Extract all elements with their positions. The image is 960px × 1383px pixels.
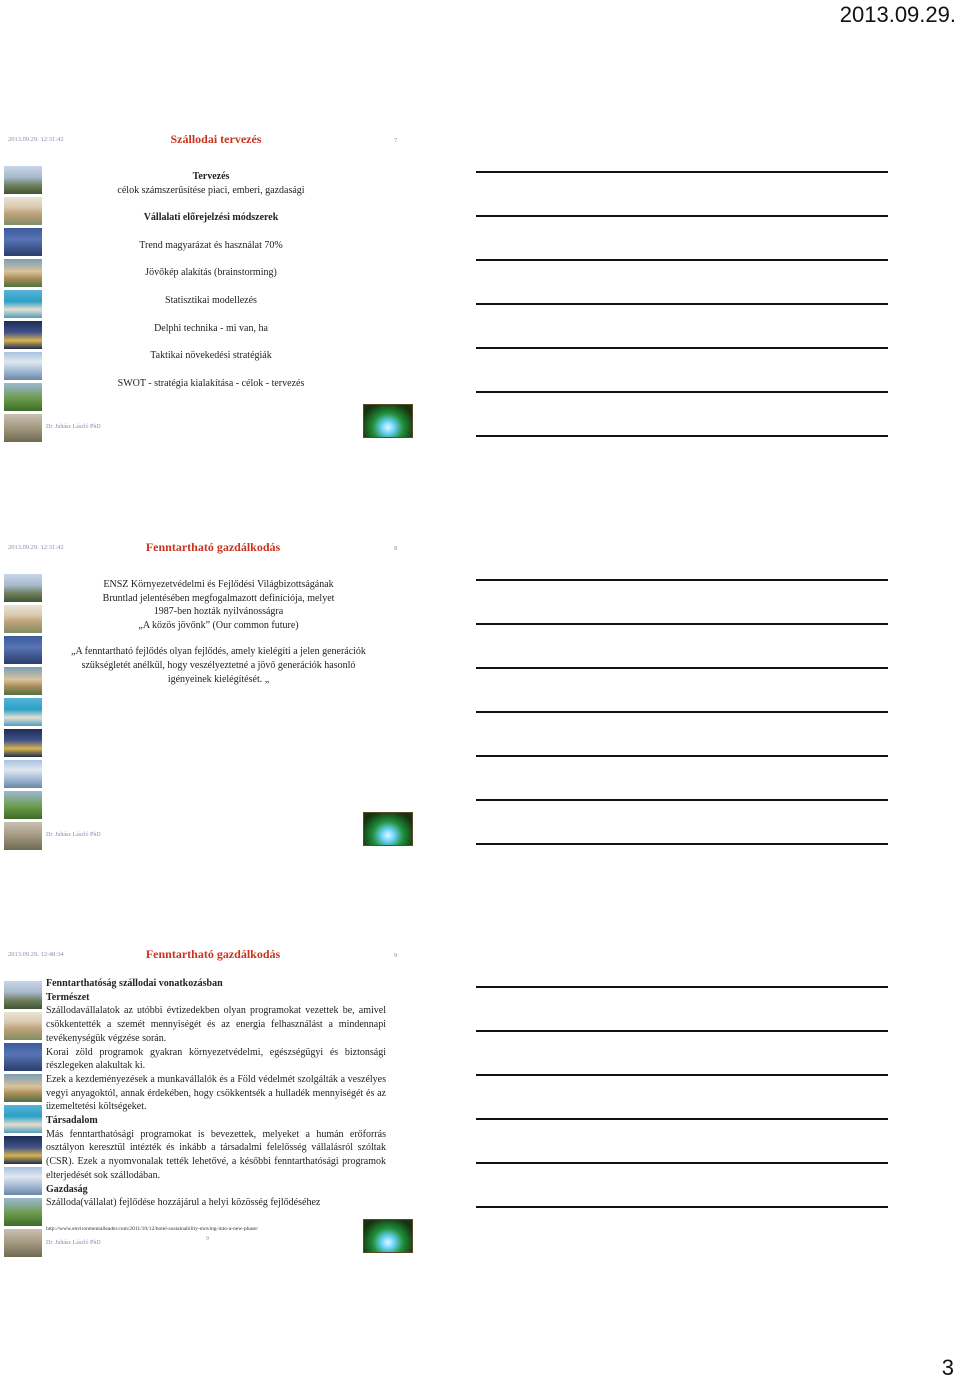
paragraph: Szálloda(vállalat) fejlődése hozzájárul a helyi közösség fejlődéséhez — [46, 1197, 321, 1209]
quote-line: „A fenntartható fejlődés olyan fejlődés, amely kielégíti a jelen generációk — [71, 646, 366, 658]
slide-author: Dr. Juhász László PhD — [46, 832, 101, 838]
list-item: SWOT - stratégia kialakítása - célok - tervezés — [117, 377, 305, 389]
paragraph-line: Bruntlad jelentésében megfogalmazott definíciója, melyet — [102, 592, 335, 604]
slide-8 — [0, 540, 470, 864]
hotel-photo — [4, 1167, 42, 1195]
list-item: Delphi technika - mi van, ha — [154, 322, 268, 334]
note-line — [476, 755, 888, 757]
hotel-photo — [4, 698, 42, 726]
hotel-photo — [4, 166, 42, 194]
note-line — [476, 1206, 888, 1208]
hotel-logo — [363, 1219, 413, 1253]
note-line — [476, 259, 888, 261]
hotel-photo — [4, 414, 42, 442]
slide-number: 9 — [394, 952, 398, 959]
list-item: Taktikai növekedési stratégiák — [150, 350, 272, 362]
hotel-photo — [4, 605, 42, 633]
note-line — [476, 1162, 888, 1164]
hotel-photo — [4, 321, 42, 349]
paragraph-line: ENSZ Környezetvédelmi és Fejlődési Világbizottságának — [103, 579, 334, 590]
quote-line: igényeinek kielégítését. „ — [167, 673, 270, 685]
note-line — [476, 1118, 888, 1120]
note-line — [476, 347, 888, 349]
note-line — [476, 711, 888, 713]
hotel-photo — [4, 197, 42, 225]
hotel-photo — [4, 383, 42, 411]
slide-timestamp: 2013.09.29. 12:31:42 — [8, 544, 64, 551]
slide-footer-number: 9 — [206, 1236, 209, 1242]
hotel-photo — [4, 1136, 42, 1164]
note-line — [476, 986, 888, 988]
hotel-photo — [4, 729, 42, 757]
paragraph: Más fenntarthatósági programokat is bevezettek, melyeket a humán erőforrás osztályon keresztül intézték és inkább a társadalmi felelősség vállalásról szóltak (CSR). Ezek a nyomvonalak tették lehetővé, a későbbi fenntarthatósági programok elterjedését sok szállodában. — [46, 1128, 386, 1181]
slide-body — [46, 170, 376, 390]
note-line — [476, 391, 888, 393]
section-heading-economy: Gazdaság — [46, 1183, 88, 1195]
slide-heading: Tervezés — [192, 171, 230, 182]
slide-body — [46, 578, 391, 686]
slide-number: 8 — [394, 545, 398, 552]
slide-title: Szállodai tervezés — [170, 132, 262, 146]
hotel-photo — [4, 1074, 42, 1102]
list-item: Statisztikai modellezés — [165, 294, 257, 306]
section-heading: Vállalati előrejelzési módszerek — [143, 212, 279, 224]
note-line — [476, 843, 888, 845]
paragraph-line: „A közös jövőnk” (Our common future) — [138, 619, 299, 631]
hotel-photo — [4, 259, 42, 287]
hotel-photo-strip — [4, 574, 42, 853]
slide-title: Fenntartható gazdálkodás — [145, 947, 281, 961]
slide-author: Dr. Juhász László PhD — [46, 424, 101, 430]
list-item: Trend magyarázat és használat 70% — [139, 239, 283, 251]
hotel-photo — [4, 791, 42, 819]
paragraph: Ezek a kezdeményezések a munkavállalók és a Föld védelmét szolgálták a veszélyes vegyi anyagoktól, annak érdekében, hogy csökkentsék a hulladék mennyiségét és az üzemeltetési költségeket. — [46, 1073, 386, 1113]
hotel-photo — [4, 228, 42, 256]
list-item: Jövőkép alakítás (brainstorming) — [145, 267, 277, 279]
slide-body — [46, 977, 386, 1210]
hotel-photo — [4, 290, 42, 318]
hotel-photo — [4, 1229, 42, 1257]
section-heading-nature: Természet — [46, 991, 90, 1003]
hotel-photo-strip — [4, 166, 42, 445]
paragraph-line: 1987-ben hozták nyilvánosságra — [153, 606, 284, 618]
slide-subheading: célok számszerűsítése piaci, emberi, gazdasági — [117, 184, 305, 196]
note-line — [476, 623, 888, 625]
hotel-photo — [4, 352, 42, 380]
quote-line: szükségletét anélkül, hogy veszélyeztetné a jövő generációk hasonló — [81, 659, 356, 671]
note-line — [476, 171, 888, 173]
note-line — [476, 303, 888, 305]
note-line — [476, 1074, 888, 1076]
slide-number: 7 — [394, 137, 398, 144]
paragraph: Korai zöld programok gyakran környezetvédelmi, egészségügyi és biztonsági részlegeken alakultak ki. — [46, 1046, 386, 1072]
notes-lines — [476, 171, 888, 479]
hotel-photo — [4, 1105, 42, 1133]
hotel-photo — [4, 981, 42, 1009]
notes-lines — [476, 986, 888, 1250]
note-line — [476, 667, 888, 669]
slide-7 — [0, 132, 470, 456]
hotel-photo — [4, 1198, 42, 1226]
page-date: 2013.09.29. — [839, 2, 956, 27]
hotel-photo — [4, 667, 42, 695]
slide-9 — [0, 947, 470, 1271]
page-number: 3 — [941, 1355, 954, 1380]
hotel-photo — [4, 760, 42, 788]
slide-timestamp: 2013.09.29. 12:48:34 — [8, 951, 64, 958]
hotel-logo — [363, 404, 413, 438]
note-line — [476, 799, 888, 801]
hotel-photo-strip — [4, 981, 42, 1260]
hotel-logo — [363, 812, 413, 846]
hotel-photo — [4, 822, 42, 850]
hotel-photo — [4, 636, 42, 664]
notes-lines — [476, 579, 888, 887]
slide-timestamp: 2013.09.29. 12:31:42 — [8, 136, 64, 143]
slide-intro: Fenntarthatóság szállodai vonatkozásban — [46, 978, 223, 989]
paragraph: Szállodavállalatok az utóbbi évtizedekben olyan programokat vezettek be, amivel csökkentették a szemét mennyiségét és az energia felhasználást a mindennapi tevékenységük végzése során. — [46, 1005, 386, 1044]
note-line — [476, 579, 888, 581]
hotel-photo — [4, 1012, 42, 1040]
note-line — [476, 1030, 888, 1032]
note-line — [476, 435, 888, 437]
section-heading-society: Társadalom — [46, 1115, 98, 1127]
hotel-photo — [4, 1043, 42, 1071]
note-line — [476, 215, 888, 217]
slide-title: Fenntartható gazdálkodás — [145, 540, 281, 554]
hotel-photo — [4, 574, 42, 602]
source-url: http://www.environmentalleader.com/2011/10/12/hotel-sustainability-moving-into-a-new-phase/ — [46, 1226, 259, 1232]
slide-author: Dr. Juhász László PhD — [46, 1240, 101, 1246]
